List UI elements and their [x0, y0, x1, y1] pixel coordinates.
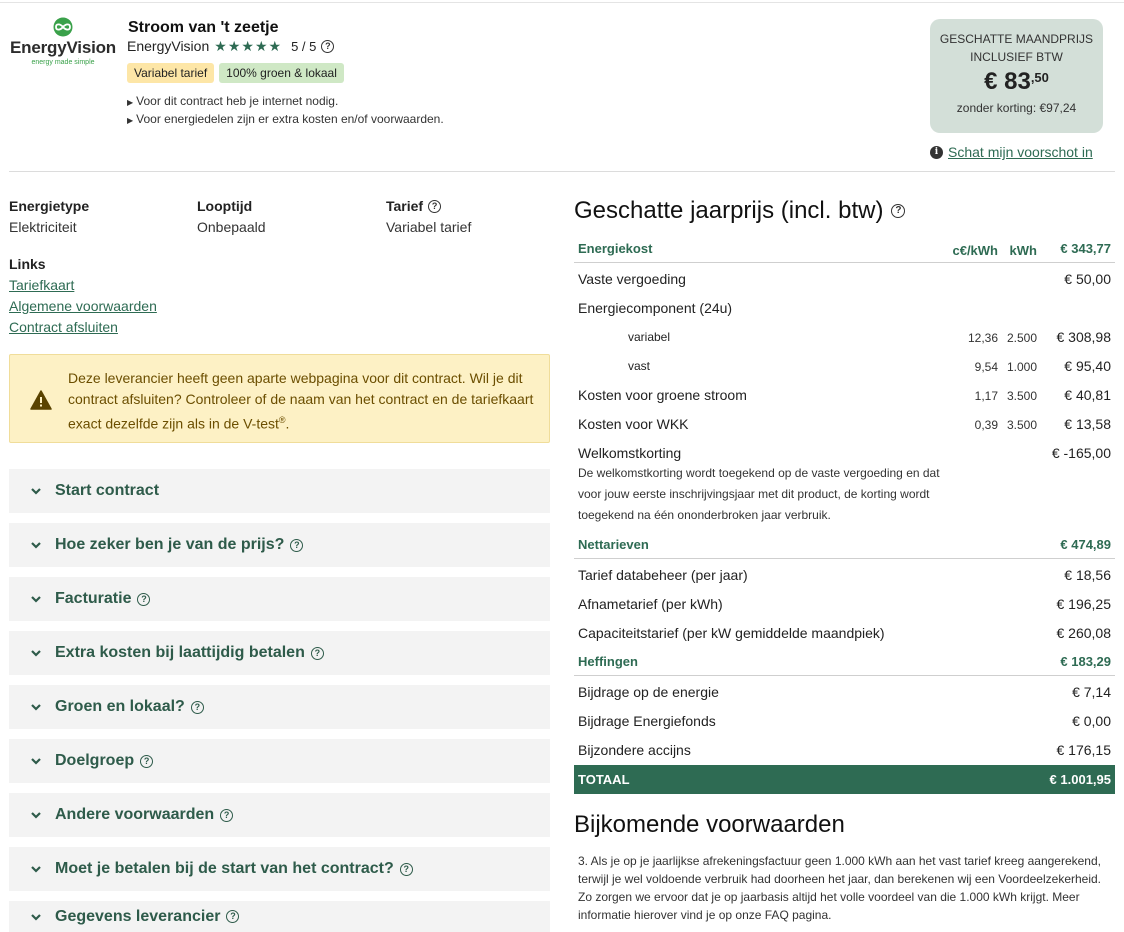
accordion-label: Extra kosten bij laattijdig betalen [55, 644, 305, 661]
help-icon[interactable]: ? [891, 204, 905, 218]
accordion-label: Hoe zeker ben je van de prijs? [55, 536, 285, 553]
jaarprijs-title: Geschatte jaarprijs (incl. btw) ? [574, 197, 905, 225]
tariefkaart-link[interactable]: Tariefkaart [9, 277, 75, 293]
tarief-label: Tarief ? [386, 198, 441, 214]
accordion-label: Andere voorwaarden [55, 806, 215, 823]
table-row-heffingen: Heffingen € 183,29 [574, 647, 1115, 676]
accordion-start-contract[interactable] [9, 469, 550, 513]
looptijd-label: Looptijd [197, 198, 253, 214]
logo-tagline: energy made simple [31, 59, 95, 66]
accordion-andere-voorwaarden[interactable] [9, 793, 550, 837]
table-row-totaal: TOTAAL € 1.001,95 [574, 765, 1115, 794]
help-icon[interactable]: ? [140, 755, 153, 768]
note-energiedelen: ▶ Voor energiedelen zijn er extra kosten en/of voorwaarden. [127, 112, 444, 126]
accordion-extra-kosten[interactable] [9, 631, 550, 675]
table-row: Energiecomponent (24u) [578, 300, 733, 316]
chevron-down-icon [29, 487, 43, 495]
table-row: Afnametarief (per kWh) € 196,25 [578, 596, 1111, 612]
help-icon[interactable]: ? [400, 863, 413, 876]
help-icon[interactable]: ? [428, 200, 441, 213]
table-row: variabel 12,36 2.500 € 308,98 [628, 329, 1111, 345]
chevron-down-icon [29, 703, 43, 711]
warning-text: Deze leverancier heeft geen aparte webpagina voor dit contract. Wil je dit contract afsluiten? Controleer of de naam van het contract en de tariefkaart exact dezelfde zijn als in de V-test®. [68, 370, 534, 432]
help-icon[interactable]: ? [220, 809, 233, 822]
help-icon[interactable]: ? [137, 593, 150, 606]
accordion-label: Start contract [55, 482, 160, 499]
rating-stars [214, 39, 281, 53]
table-row-welkomstkorting: Welkomstkorting € -165,00 [578, 445, 1111, 461]
table-row: Bijdrage op de energie € 7,14 [578, 684, 1111, 700]
table-row: Tarief databeheer (per jaar) € 18,56 [578, 567, 1111, 583]
caret-right-icon: ▶ [127, 116, 134, 125]
logo-name: EnergyVision [10, 38, 116, 57]
looptijd-value: Onbepaald [197, 219, 266, 235]
chevron-down-icon [29, 865, 43, 873]
star-icon: ★ [241, 38, 254, 54]
help-icon[interactable]: ? [191, 701, 204, 714]
chevron-down-icon [29, 913, 43, 921]
accordion-label: Facturatie [55, 590, 132, 607]
accordion-groen-lokaal[interactable] [9, 685, 550, 729]
badge-variable: Variabel tarief [127, 63, 214, 83]
links-label: Links [9, 256, 46, 272]
voorwaarden-text: 3. Als je op je jaarlijkse afrekeningsfactuur geen 1.000 kWh aan het vast tarief kreeg aangerekend, terwijl je wel voldoende verbruik had doorheen het jaar, dan berekenen wij een Voordeelzekerheid. Zo zorgen we ervoor dat je op jaarbasis altijd het volle voordeel van die 1.000 kWh krijgt. Meer informatie hierover vind je op onze FAQ pagina. [578, 854, 1102, 922]
accordion-label: Doelgroep [55, 752, 135, 769]
table-row-nettarieven: Nettarieven € 474,89 [574, 530, 1115, 559]
warning-icon [30, 390, 52, 410]
help-icon[interactable]: ? [311, 647, 324, 660]
table-row-energiekost: Energiekost c€/kWh kWh € 343,77 [574, 234, 1115, 263]
caret-right-icon: ▶ [127, 98, 134, 107]
product-badges [127, 63, 344, 83]
price-label: GESCHATTE MAANDPRIJS INCLUSIEF BTW [939, 32, 1094, 64]
rating-score: 5 / 5 [291, 38, 317, 54]
chevron-down-icon [29, 595, 43, 603]
badge-green-local: 100% groen & lokaal [219, 63, 344, 83]
table-row: Vaste vergoeding € 50,00 [578, 271, 1111, 287]
tarief-value: Variabel tarief [386, 219, 472, 235]
top-divider [0, 2, 1124, 3]
algemene-voorwaarden-link[interactable]: Algemene voorwaarden [9, 298, 157, 314]
star-icon: ★ [268, 38, 282, 54]
help-icon[interactable]: ? [226, 910, 239, 923]
section-divider [9, 171, 1115, 172]
accordion-doelgroep[interactable] [9, 739, 550, 783]
energietype-value: Elektriciteit [9, 219, 77, 235]
accordion-facturatie[interactable] [9, 577, 550, 621]
supplier-logo [10, 17, 116, 75]
estimate-advance-link[interactable]: Schat mijn voorschot in [948, 144, 1093, 160]
chevron-down-icon [29, 811, 43, 819]
accordion-prijs-zekerheid[interactable] [9, 523, 550, 567]
help-icon[interactable]: ? [290, 539, 303, 552]
table-row: vast 9,54 1.000 € 95,40 [628, 358, 1111, 374]
product-title: Stroom van 't zeetje [128, 19, 279, 36]
table-row: Kosten voor groene stroom 1,17 3.500 € 40,81 [578, 387, 1111, 403]
note-internet: ▶ Voor dit contract heb je internet nodig. [127, 94, 339, 108]
info-icon: i [930, 146, 943, 159]
voorschot-link-row[interactable] [930, 144, 1093, 160]
chevron-down-icon [29, 649, 43, 657]
table-row: Bijdrage Energiefonds € 0,00 [578, 713, 1111, 729]
accordion-label: Gegevens leverancier [55, 907, 221, 925]
monthly-price: € $83^{,50}$ [984, 68, 1049, 95]
star-icon: ★ [214, 38, 227, 54]
accordion-gegevens-leverancier[interactable] [9, 901, 550, 932]
accordion-label: Groen en lokaal? [55, 698, 185, 715]
price-without-discount: zonder korting: €97,24 [956, 101, 1077, 115]
monthly-price-box [930, 19, 1103, 133]
voorwaarden-title: Bijkomende voorwaarden [574, 811, 845, 838]
product-subline [127, 38, 334, 54]
star-icon: ★ [254, 38, 268, 54]
table-row: Bijzondere accijns € 176,15 [578, 742, 1111, 758]
accordion-label: Moet je betalen bij de start van het contract? [55, 860, 394, 877]
table-row: Capaciteitstarief (per kW gemiddelde maandpiek) € 260,08 [578, 625, 1111, 641]
chevron-down-icon [29, 757, 43, 765]
accordion-betalen-start[interactable] [9, 847, 550, 891]
star-icon: ★ [227, 38, 241, 54]
help-icon[interactable]: ? [321, 40, 334, 53]
welkomstkorting-description: De welkomstkorting wordt toegekend op de vaste vergoeding en dat voor jouw eerste inschrijvingsjaar met dit product, de korting wordt toegekend na één ononderbroken jaar verbruik. [578, 466, 940, 522]
chevron-down-icon [29, 541, 43, 549]
contract-afsluiten-link[interactable]: Contract afsluiten [9, 319, 118, 335]
logo-infinity-icon [51, 17, 75, 37]
energietype-label: Energietype [9, 198, 90, 214]
supplier-name: EnergyVision [127, 38, 210, 54]
warning-box [9, 354, 550, 443]
table-row: Kosten voor WKK 0,39 3.500 € 13,58 [578, 416, 1111, 432]
